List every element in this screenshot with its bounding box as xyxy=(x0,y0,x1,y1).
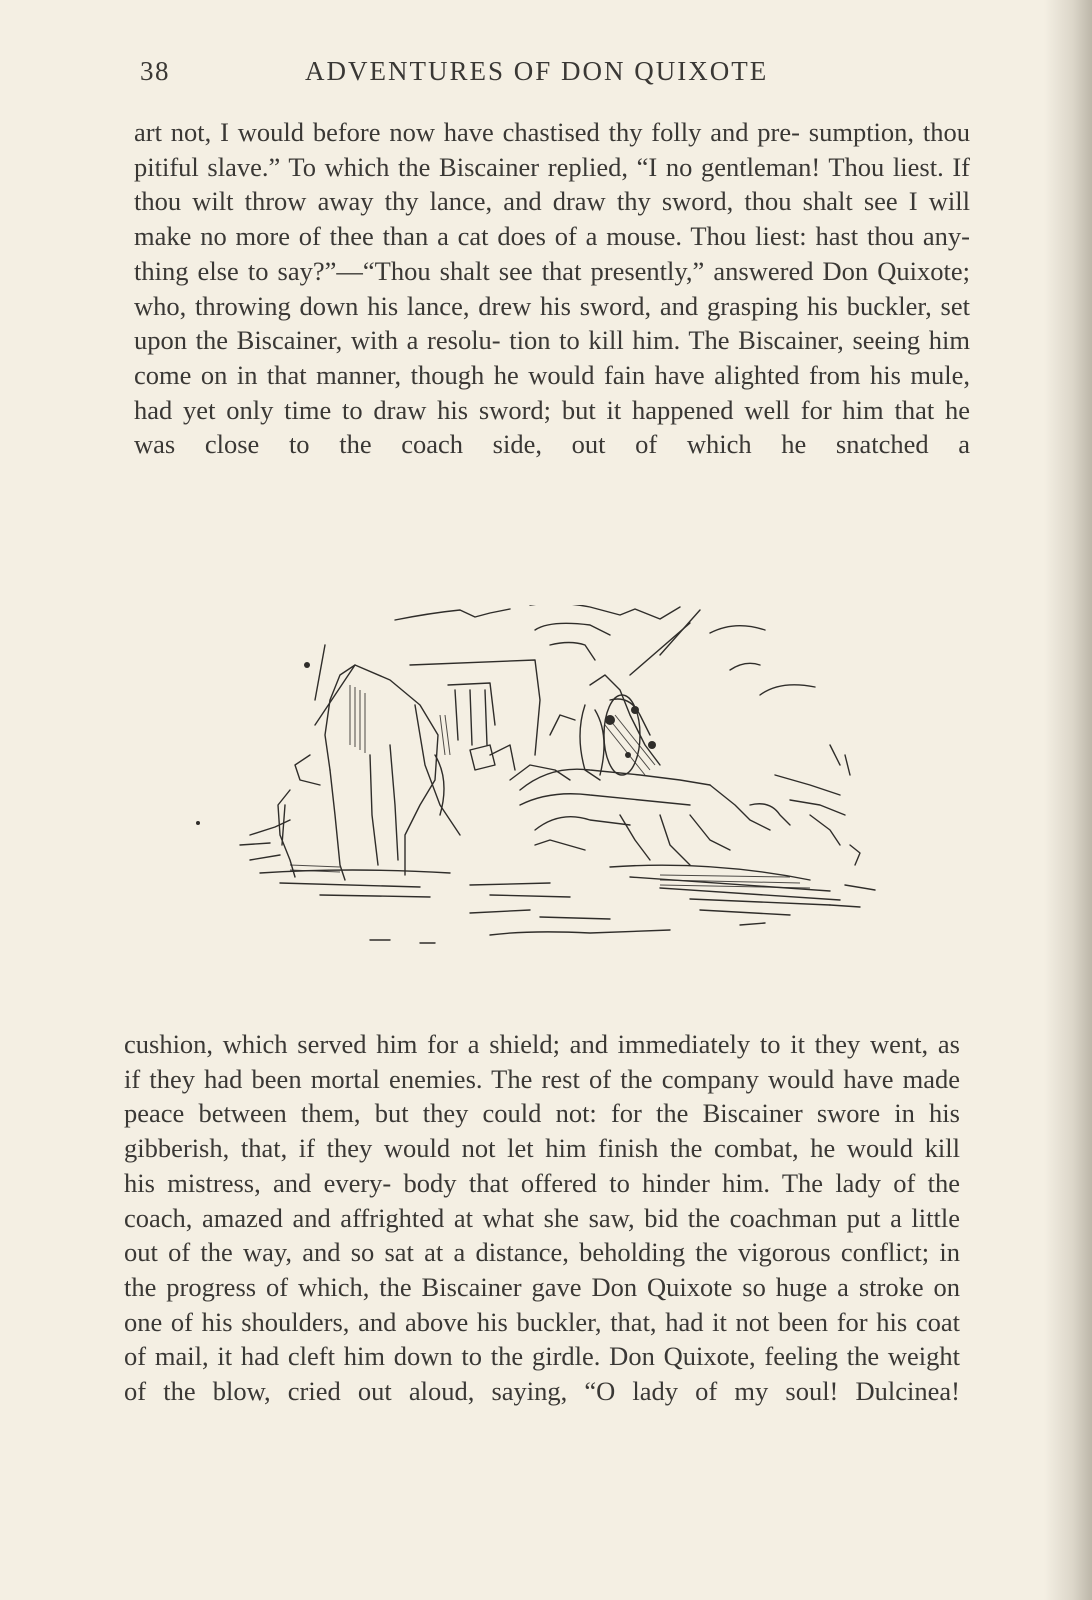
paragraph-top: art not, I would before now have chastised thy folly and pre- sumption, thou pitiful slave.” To which the Biscainer replied, “I no gentleman! Thou liest. If thou wilt throw away thy lance, and draw thy sword, thou shalt see I will make no more of thee than a cat does of a mouse. Thou liest: hast thou any- thing else to say?”—“Thou shalt see that presently,” answered Don Quixote; who, throwing down his lance, drew his sword, and grasping his buckler, set upon the Biscainer, with a resolu- tion to kill him. The Biscainer, seeing him come on in that manner, though he would fain have alighted from his mule, had yet only time to draw his sword; but it happened well for him that he was close to the coach side, out of which he snatched a xyxy=(134,117,970,460)
paragraph-bottom: cushion, which served him for a shield; and immediately to it they went, as if they had been mortal enemies. The rest of the company would have made peace between them, but they could not: for the Biscainer swore in his gibberish, that, if they would not let him finish the combat, he would kill his mistress, and every- body that offered to hinder him. The lady of the coach, amazed and affrighted at what she saw, bid the coachman put a little out of the way, and so sat at a distance, beholding the vigorous conflict; in the progress of which, the Biscainer gave Don Quixote so huge a stroke on one of his shoulders, and above his buckler, that, had it not been for his coat of mail, it had cleft him down to the girdle. Don Quixote, feeling the weight of the blow, cried out aloud, saying, “O lady of my soul! Dulcinea! xyxy=(124,1029,960,1407)
running-head: ADVENTURES OF DON QUIXOTE xyxy=(305,56,769,86)
page-edge-shadow xyxy=(1044,0,1092,1600)
page-number: 38 xyxy=(140,56,170,86)
illustration-combat-sketch xyxy=(190,605,890,975)
page-header xyxy=(140,56,840,96)
